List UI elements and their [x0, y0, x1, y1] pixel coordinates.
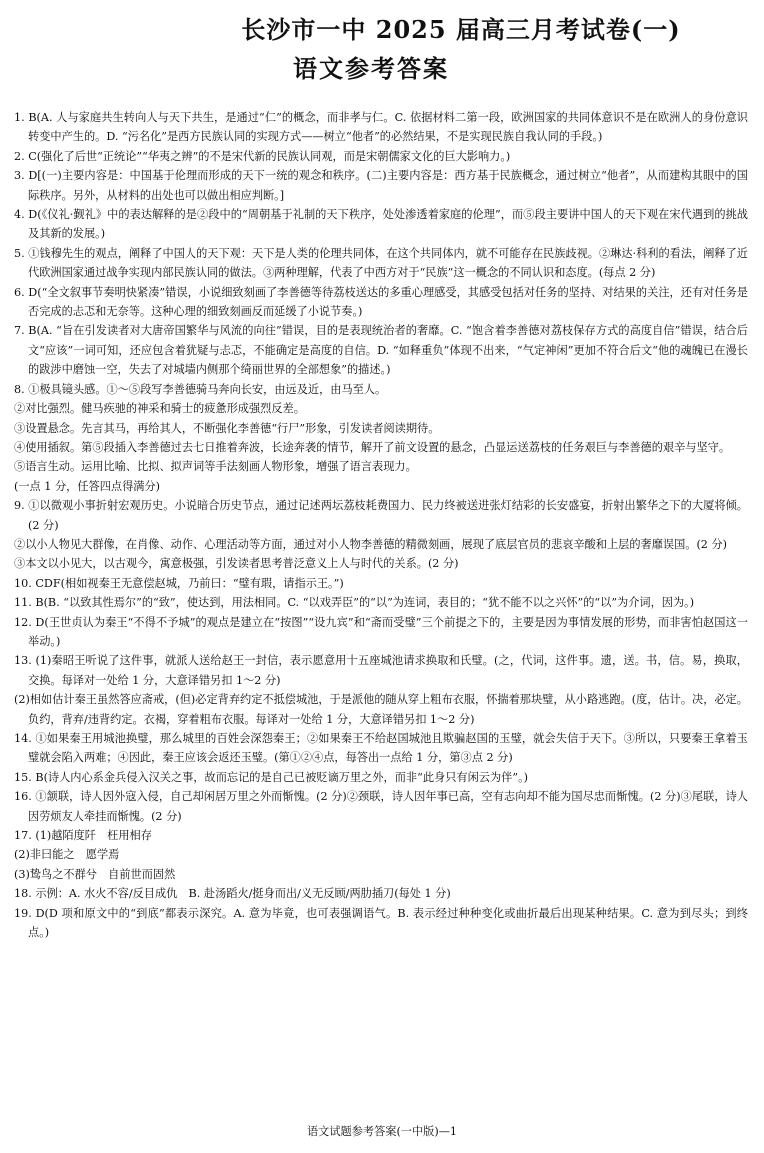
answer-item-16: 16. ①颔联，诗人因外寇入侵，自己却闲居万里之外而惭愧。(2 分)②颈联，诗人因年事已高，空有志向却不能为国尽忠而惭愧。(2 分)③尾联，诗人因劳烦友人牵挂而惭愧。(2 分) — [14, 790, 748, 823]
answer-item-19: 19. D(D 项和原文中的“到底”都表示深究。A. 意为毕竟，也可表强调语气。B. 表示经过种种变化或曲折最后出现某种结果。C. 意为到尽头；到终点。) — [14, 906, 748, 940]
answer-item-14: 14. ①如果秦王用城池换璧，那么城里的百姓会深怨秦王；②如果秦王不给赵国城池且欺骗赵国的玉璧，就会失信于天下。③所以，只要秦王拿着玉璧就会陷入两难；④因此，秦王应该会返还玉璧。(第①②④点，每答出一点给 1 分，第③点 2 分) — [14, 732, 748, 765]
answer-item-18: 18. 示例：A. 水火不容/反目成仇 B. 赴汤蹈火/挺身而出/义无反顾/两肋插刀(每处 1 分) — [14, 887, 451, 901]
answer-item-17-line: (3)鸷鸟之不群兮 自前世而固然 — [14, 867, 176, 881]
answer-item-8-line: ④使用插叙。第⑤段插入李善德过去七日推着奔波，长途奔袭的情节，解开了前文设置的悬念，凸显运送荔枝的任务艰巨与李善德的艰辛与坚守。 — [14, 440, 731, 454]
answer-item-15: 15. B(诗人内心系金兵侵入汉关之事，故而忘记的是自己已被贬谪万里之外，而非“此身只有闲云为伴”。) — [14, 770, 529, 784]
document-subtitle: 语文参考答案 — [293, 54, 449, 83]
answer-item-8-line: 8. ①极具镜头感。①～⑤段写李善德骑马奔向长安，由远及近，由马至人。 — [14, 382, 387, 396]
answer-item-10: 10. CDF(相如视秦王无意偿赵城，乃前曰：“璧有瑕，请指示王。”) — [14, 576, 344, 590]
answer-item-5: 5. ①钱穆先生的观点，阐释了中国人的天下观：天下是人类的伦理共同体，在这个共同体内，就不可能存在民族歧视。②琳达·科利的看法，阐释了近代欧洲国家通过战争实现内部民族认同的做法。③两种理解，代表了中西方对于“民族”这一概念的不同认识和态度。(每点 2 分) — [14, 246, 748, 280]
answer-item-17 — [14, 826, 748, 884]
answer-item-12: 12. D(王世贞认为秦王“不得不予城”的观点是建立在“按图”“设九宾”和“斋而受璧”三个前提之下的，主要是因为事情发展的形势，而非害怕赵国这一举动。) — [14, 615, 748, 648]
answer-item-11: 11. B(B. “以致其性焉尔”的“致”，使达到，用法相同。C. “以戏弄臣”的“以”为连词，表目的；“犹不能不以之兴怀”的“以”为介词，因为。) — [14, 596, 695, 610]
answer-item-13-part-1: 13. (1)秦昭王听说了这件事，就派人送给赵王一封信，表示愿意用十五座城池请求换取和氏璧。(之，代词，这件事。遗，送。书，信。易，换取，交换。每译对一处给 1 分，大意译错另扣 1～2 分) — [14, 654, 748, 687]
answer-item-13-part-2: (2)相如估计秦王虽然答应斋戒，(但)必定背弃约定不抵偿城池，于是派他的随从穿上粗布衣服，怀揣着那块璧，从小路逃跑。(度，估计。决，必定。负约，背弃/违背约定。衣褐，穿着粗布衣服。每译对一处给 1 分，大意译错另扣 1～2 分) — [14, 693, 748, 726]
answer-item-9-line: ③本文以小见大，以古观今，寓意极强，引发读者思考普泛意义上人与时代的关系。(2 分) — [14, 557, 459, 571]
document-title: 长沙市一中 2025 届高三月考试卷(一) — [241, 15, 681, 44]
answer-item-8-line: ②对比强烈。健马疾驰的神采和骑士的疲惫形成强烈反差。 — [14, 402, 305, 416]
answer-item-13 — [14, 651, 748, 729]
answer-item-8-line: ⑤语言生动。运用比喻、比拟、拟声词等手法刻画人物形象，增强了语言表现力。 — [14, 460, 417, 474]
answer-item-1: 1. B(A. 人与家庭共生转向人与天下共生，是通过“仁”的概念，而非孝与仁。C. 依据材料二第一段，欧洲国家的共同体意识不是在欧洲人的身份意识转变中产生的。D. “污名化”是西方民族认同的实现方式——树立“他者”的必然结果，不是实现民族自我认同的手段。) — [14, 111, 748, 144]
answer-item-7: 7. B(A. “旨在引发读者对大唐帝国繁华与风流的向往”错误，目的是表现统治者的奢靡。C. “饱含着李善德对荔枝保存方式的高度自信”错误，结合后文“应该”一词可知，还应包含着犹疑与忐忑，不能确定是高度的自信。D. “如释重负”体现不出来，“气定神闲”更加不符合后文“他的魂魄已在漫长的跋涉中磨蚀一空，失去了对城墙内侧那个绮丽世界的全部想象”的描述。) — [14, 324, 748, 377]
answer-list — [14, 108, 748, 942]
answer-item-9 — [14, 496, 748, 574]
answer-item-3: 3. D[(一)主要内容是：中国基于伦理而形成的天下一统的观念和秩序。(二)主要内容是：西方基于民族概念，通过树立“他者”，从而建构其眼中的国际秩序。另外，从材料的出处也可以做出相应判断。] — [14, 169, 748, 202]
answer-item-17-line: 17. (1)越陌度阡 枉用相存 — [14, 829, 152, 843]
answer-item-4: 4. D(《仪礼·觐礼》中的表达解释的是②段中的“周朝基于礼制的天下秩序，处处渗透着家庭的伦理”，而⑤段主要讲中国人的天下观在宋代遇到的挑战及其新的发展。) — [14, 208, 748, 241]
answer-item-9-line: ②以小人物见大群像，在肖像、动作、心理活动等方面，通过对小人物李善德的精微刻画，展现了底层官员的悲哀辛酸和上层的奢靡误国。(2 分) — [14, 537, 728, 551]
page-footer: 语文试题参考答案(一中版)—1 — [306, 1125, 458, 1138]
answer-item-9-line: 9. ①以微观小事折射宏观历史。小说暗合历史节点，通过记述两坛荔枝耗费国力、民力终被送进张灯结彩的长安盛宴，折射出繁华之下的大厦将倾。(2 分) — [14, 499, 748, 532]
answer-item-8-scoring: (一点 1 分，任答四点得满分) — [14, 479, 161, 493]
answer-item-8 — [14, 380, 748, 496]
answer-item-8-line: ③设置悬念。先言其马，再给其人，不断强化李善德“行尸”形象，引发读者阅读期待。 — [14, 421, 440, 435]
answer-item-6: 6. D(“全文叙事节奏明快紧凑”错误，小说细致刻画了李善德等待荔枝送达的多重心理感受，其感受包括对任务的坚持、对结果的关注，还有对任务是否完成的忐忑和无奈等。这种心理的细致刻画反而延缓了小说节奏。) — [14, 285, 748, 319]
answer-item-17-line: (2)非曰能之 愿学焉 — [14, 848, 120, 862]
answer-item-2: 2. C(强化了后世“正统论”“华夷之辨”的不是宋代新的民族认同观，而是宋朝儒家文化的巨大影响力。) — [14, 149, 511, 163]
